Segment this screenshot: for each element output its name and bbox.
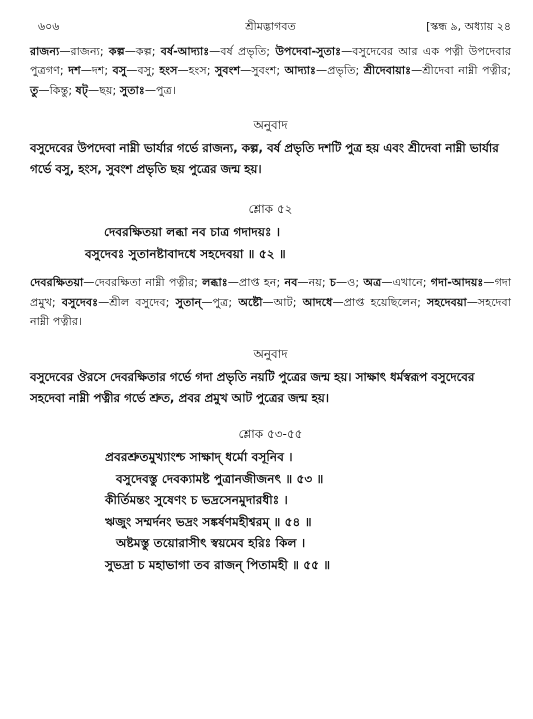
synonym-meaning: পুত্র <box>212 295 229 309</box>
synonym-word: চ <box>329 276 336 290</box>
synonym-meaning: প্রভৃতি <box>327 64 356 78</box>
translation-text: বসুদেবের ঔরসে দেবরক্ষিতার গর্ভে গদা প্রভৃতি নয়টি পুত্রের জন্ম হয়। সাক্ষাৎ ধর্মস্বরূপ বসুদেবের সহদেবা নাম্নী পত্নীর গর্ভে শ্রুত, প্রবর প্রমুখ আট পুত্রের জন্ম হয়। <box>30 370 475 406</box>
synonym-word: কল্প <box>108 45 125 58</box>
synonym-word: ষট্ <box>75 83 88 97</box>
verse-line: অষ্টমস্তু তয়োরাসীৎ স্বয়মেব হরিঃ কিল । <box>116 536 306 551</box>
verse-line: বসুদেবঃ সুতানষ্টাবাদধে সহদেবয়া ॥ ৫২ ॥ <box>85 246 286 261</box>
verse-line: কীর্তিমন্তং সুষেণং চ ভদ্রসেনমুদারধীঃ । <box>105 493 288 508</box>
page-header <box>30 14 511 36</box>
translation-heading: অনুবাদ <box>253 347 288 362</box>
verse-text <box>30 447 511 576</box>
synonym-word: সুতান্ <box>175 295 202 309</box>
verse-heading: শ্লোক ৫৩-৫৫ <box>238 427 303 442</box>
synonym-word: হংস <box>159 64 178 78</box>
synonym-meaning: কল্প <box>135 45 152 58</box>
synonym-word: বর্ষ-আদ্যাঃ <box>160 45 210 58</box>
synonym-word: দেবরক্ষিতয়া <box>30 276 84 290</box>
synonym-meaning: দেবরক্ষিতা নাম্নী পত্নীর <box>94 276 195 290</box>
synonym-meaning-cont: আর এক পত্নী উপদেবার পুত্রগণ; <box>30 45 512 78</box>
synonym-word: উপদেবা-সুতাঃ <box>275 45 342 58</box>
synonym-word: গদা-আদয়ঃ <box>430 276 484 290</box>
book-title: শ্রীমদ্ভাগবত <box>245 20 296 33</box>
verse-heading: শ্লোক ৫২ <box>248 202 293 217</box>
synonym-meaning: নয় <box>308 276 322 290</box>
synonym-meaning: পুত্র <box>156 83 172 97</box>
verse-line: বসুদেবস্তু দেবক্যামষ্ট পুত্রানজীজনৎ ॥ ৫৩ ॥ <box>116 471 324 486</box>
synonym-word: নব <box>284 276 298 290</box>
translation-heading: অনুবাদ <box>253 118 288 133</box>
verse-line: দেবরক্ষিতয়া লব্ধা নব চাত্র গদাদয়ঃ । <box>104 225 281 240</box>
synonym-word: বসুদেবঃ <box>61 295 99 309</box>
verse-line: প্রবরশ্রুতমুখ্যাংশ্চ সাক্ষাদ্ ধর্মো বসূনিব । <box>105 450 293 465</box>
synonym-word: বসু <box>112 64 127 78</box>
synonym-meaning: বর্ষ প্রভৃতি <box>220 45 267 58</box>
synonym-meaning: সহদেবা নাম্নী পত্নীর <box>30 295 512 329</box>
synonym-meaning: বসুদেবের <box>352 45 394 58</box>
synonyms-paragraph: রাজন্য—রাজন্য; কল্প—কল্প; বর্ষ-আদ্যাঃ—বর্ষ প্রভৃতি; উপদেবা-সুতাঃ—বসুদেবের আর এক পত্নী উপদেবার পুত্রগণ; দশ—দশ; বসু—বসু; হংস—হংস; সুবংশ—সুবংশ; আদ্যাঃ—প্রভৃতি; শ্রীদেবায়াঃ—শ্রীদেবা নাম্নী পত্নীর; তু—কিন্তু; ষট্—ছয়; সুতাঃ—পুত্র। <box>30 45 512 97</box>
synonyms-paragraph: দেবরক্ষিতয়া—দেবরক্ষিতা নাম্নী পত্নীর; লব্ধাঃ—প্রাপ্ত হন; নব—নয়; চ—ও; অত্র—এখানে; গদা-আদয়ঃ—গদা প্রমুখ; বসুদেবঃ—শ্রীল বসুদেব; সুতান্—পুত্র; অষ্টৌ—আট; আদধে—প্রাপ্ত হয়েছিলেন; সহদেবয়া—সহদেবা নাম্নী পত্নীর। <box>30 276 512 329</box>
synonym-word: সুতাঃ <box>119 83 145 97</box>
verse-line: সুভদ্রা চ মহাভাগা তব রাজন্ পিতামহী ॥ ৫৫ ॥ <box>105 557 331 572</box>
synonym-meaning: কিন্তু <box>49 83 69 97</box>
page-number: ৬০৬ <box>38 20 60 33</box>
synonym-meaning: ছয় <box>99 83 113 97</box>
translation-text: বসুদেবের উপদেবা নাম্নী ভার্যার গর্ভে রাজন্য, কল্প, বর্ষ প্রভৃতি দশটি পুত্র হয় এবং শ্রীদেবা নাম্নী ভার্যার গর্ভে বসু, হংস, সুবংশ প্রভৃতি ছয় পুত্রের জন্ম হয়। <box>30 141 499 177</box>
synonym-meaning: এখানে <box>392 276 423 290</box>
synonym-word: অষ্টৌ <box>238 295 263 309</box>
synonym-word: সহদেবয়া <box>427 295 467 309</box>
synonym-meaning: বসু <box>137 64 152 78</box>
synonym-word: তু <box>30 83 39 97</box>
synonym-meaning: দশ <box>91 64 105 78</box>
synonym-meaning: রাজন্য <box>70 45 100 58</box>
synonym-word: লব্ধাঃ <box>202 276 228 290</box>
synonym-meaning: গদা প্রমুখ <box>30 276 512 309</box>
synonym-meaning: ও <box>347 276 356 290</box>
synonym-meaning: হংস <box>188 64 207 78</box>
synonym-word: সুবংশ <box>215 64 241 78</box>
synonym-word: আদধে <box>302 295 333 309</box>
synonym-meaning: প্রাপ্ত হন <box>238 276 277 290</box>
verse-line: ঋজুং সম্মর্দনং ভদ্রং সঙ্কর্ষণমহীশ্বরম্ ॥ ৫৪ ॥ <box>105 514 312 529</box>
synonym-meaning: শ্রীল বসুদেব <box>109 295 166 309</box>
synonym-meaning: আট <box>273 295 293 309</box>
synonym-word: দশ <box>68 64 81 78</box>
synonym-word: রাজন্য <box>30 45 60 58</box>
synonym-meaning: প্রাপ্ত হয়েছিলেন <box>343 295 418 309</box>
synonym-word: আদ্যাঃ <box>284 64 317 78</box>
synonym-word: অত্র <box>363 276 382 290</box>
synonym-word: শ্রীদেবায়াঃ <box>363 64 412 78</box>
chapter-reference: [স্কন্ধ ৯, অধ্যায় ২৪ <box>426 20 511 33</box>
synonym-meaning: শ্রীদেবা নাম্নী পত্নীর <box>422 64 508 78</box>
synonym-meaning: সুবংশ <box>251 64 277 78</box>
verse-text <box>30 222 511 265</box>
